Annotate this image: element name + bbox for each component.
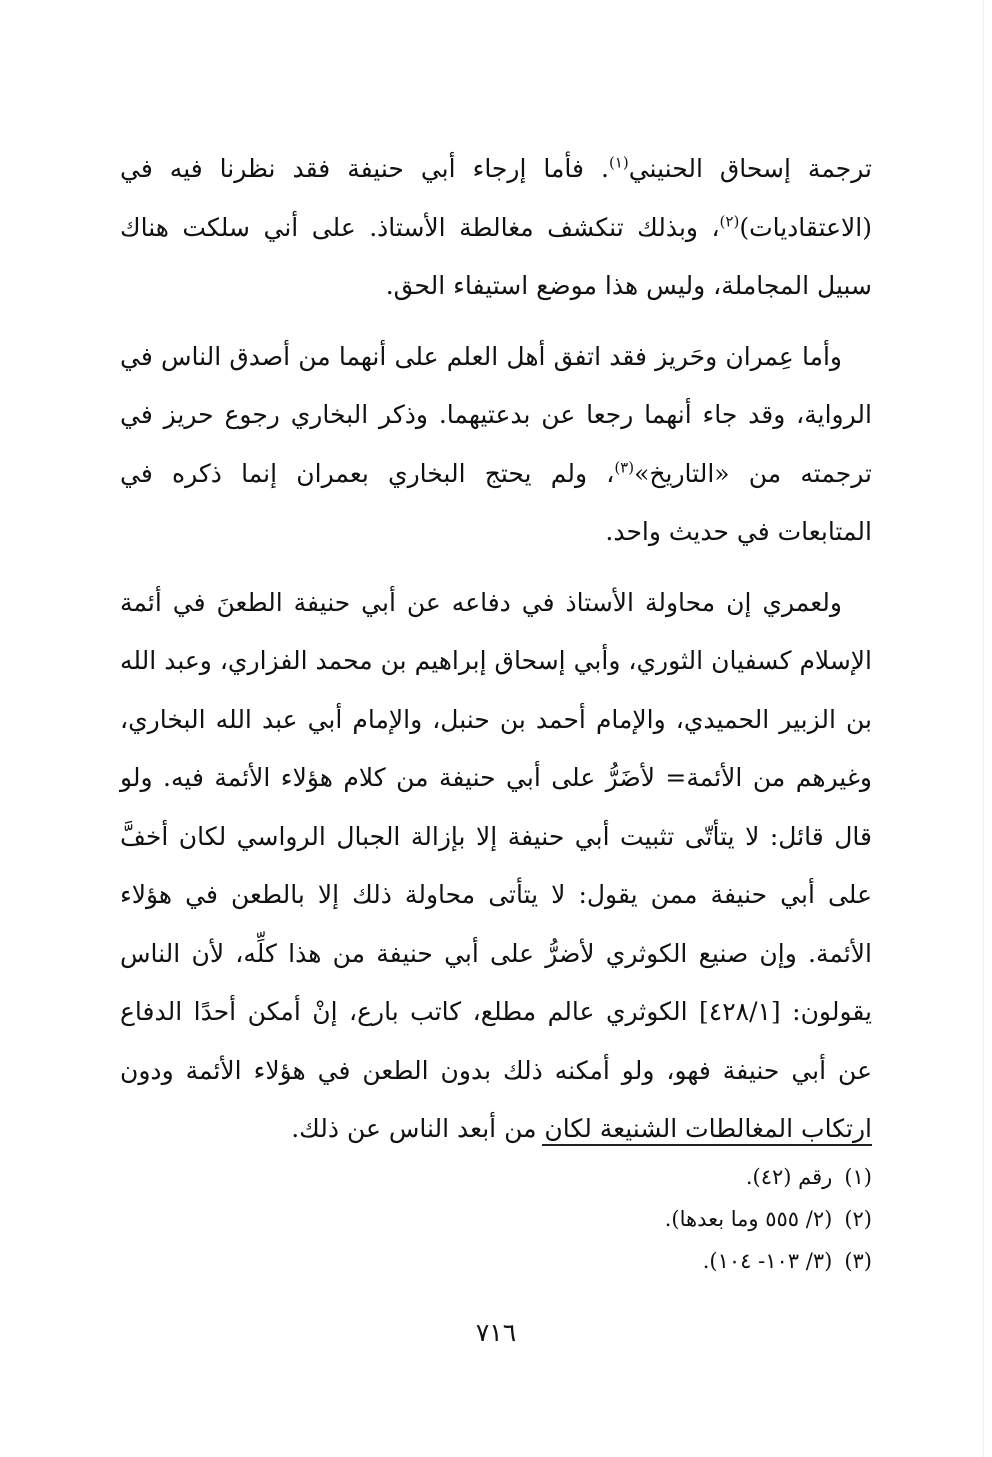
paragraph-2 bbox=[120, 328, 872, 562]
paragraph-1-part-2: . فأما إرجاء أبي حنيفة فقد نظرنا فيه في (الاعتقاديات) bbox=[120, 154, 872, 242]
footnote-1-number: (١) bbox=[844, 1165, 872, 1189]
page-number: ٧١٦ bbox=[475, 1318, 517, 1347]
footnote-1-text: رقم (٤٢). bbox=[745, 1165, 833, 1189]
footnote-2-text: (٢/ ٥٥٥ وما بعدها). bbox=[664, 1207, 833, 1231]
page-edge-line bbox=[983, 0, 984, 1457]
paragraph-1 bbox=[120, 140, 872, 316]
footnote-2 bbox=[120, 1198, 872, 1240]
paragraph-2-part-2: ، ولم يحتج البخاري بعمران إنما ذكره في المتابعات في حديث واحد. bbox=[120, 458, 872, 546]
paragraph-3: ولعمري إن محاولة الأستاذ في دفاعه عن أبي حنيفة الطعنَ في أئمة الإسلام كسفيان الثوري، وأبي إسحاق إبراهيم بن محمد الفزاري، وعبد الله بن الزبير الحميدي، والإمام أحمد بن حنبل، والإمام أبي عبد الله البخاري، وغيرهم من الأئمة= لأضَرُّ على أبي حنيفة من كلام هؤلاء الأئمة فيه. ولو قال قائل: لا يتأتّى تثبيت أبي حنيفة إلا بإزالة الجبال الرواسي لكان أخفَّ على أبي حنيفة ممن يقول: لا يتأتى محاولة ذلك إلا بالطعن في هؤلاء الأئمة. وإن صنيع الكوثري لأضرُّ على أبي حنيفة من هذا كلِّه، لأن الناس يقولون: [٤٢٨/١] الكوثري عالم مطلع، كاتب بارع، إنْ أمكن أحدًا الدفاع عن أبي حنيفة فهو، ولو أمكنه ذلك بدون الطعن في هؤلاء الأئمة ودون ارتكاب المغالطات الشنيعة لكان من أبعد الناس عن ذلك. bbox=[120, 587, 872, 1143]
paragraph-2-part-1: وأما عِمران وحَريز فقد اتفق أهل العلم على أنهما من أصدق الناس في الرواية، وقد جاء أنهما رجعا عن بدعتيهما. وذكر البخاري رجوع حريز في ترجمته من «التاريخ» bbox=[120, 341, 872, 488]
footnote-2-number: (٢) bbox=[844, 1207, 872, 1231]
paragraph-1-part-1: ترجمة إسحاق الحنيني bbox=[628, 154, 872, 183]
footnote-ref-2: (٢) bbox=[719, 212, 740, 231]
paragraph-1-part-3: ، وبذلك تنكشف مغالطة الأستاذ. على أني سلكت هناك سبيل المجاملة، وليس هذا موضع استيفاء الحق. bbox=[120, 212, 872, 300]
footnote-ref-1: (١) bbox=[608, 153, 629, 172]
footnotes bbox=[120, 1156, 872, 1282]
footnote-3 bbox=[120, 1240, 872, 1282]
footnote-1 bbox=[120, 1156, 872, 1198]
main-text bbox=[120, 140, 872, 1159]
footnote-3-text: (٣/ ١٠٣- ١٠٤). bbox=[702, 1249, 833, 1273]
footnote-separator bbox=[542, 1144, 872, 1146]
footnote-3-number: (٣) bbox=[844, 1249, 872, 1273]
footnote-ref-3: (٣) bbox=[614, 458, 635, 477]
